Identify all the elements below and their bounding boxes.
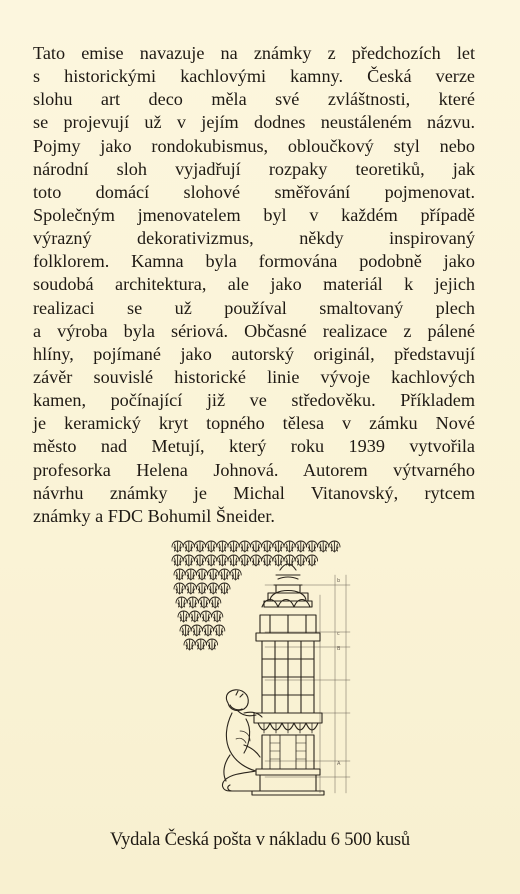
text-line: a výroba byla sériová. Občasné realizace z pálené [33,320,475,341]
ornament-leaf [183,555,194,566]
ornament-leaf [195,639,206,650]
ornament-leaf [183,541,194,552]
svg-text:A: A [337,761,341,767]
svg-text:c: c [337,631,340,637]
svg-text:b: b [337,578,341,584]
text-line: se projevují už v jejím dodnes neustáleném názvu. [33,112,475,133]
ornament-leaf [250,541,261,552]
ornament-leaf [189,611,200,622]
ornament-leaf [250,555,261,566]
ornament-leaf [206,541,217,552]
ornament-leaf [176,597,187,608]
ornament-leaf [230,569,241,580]
ornament-leaf [262,541,273,552]
text-line: folklorem. Kamna byla formována podobně jako [33,251,475,272]
ornament-leaf [208,583,219,594]
text-line: kamen, počínající již ve středověku. Příkladem [33,390,475,411]
ornament-leaf [306,555,317,566]
description-text [33,42,475,528]
ornament-leaf [184,639,195,650]
text-line: výrazný dekorativizmus, někdy inspirovaný [33,228,475,249]
ornament-leaf [306,541,317,552]
ornament-leaf [273,541,284,552]
text-line: soudobá architektura, ale jako materiál k jejich [33,274,475,295]
text-line: město nad Metují, který roku 1939 vytvořila [33,436,475,457]
ornament-leaf [239,555,250,566]
ornament-leaf [212,611,223,622]
text-line: známky a FDC Bohumil Šneider. [33,505,275,526]
ornament-leaf [206,639,217,650]
ornament-leaf [185,569,196,580]
text-line: Společným jmenovatelem byl v každém případě [33,204,475,225]
ornament-leaf [194,541,205,552]
ornament-leaf [198,597,209,608]
ornament-leaf [178,611,189,622]
text-line: závěr souvislé historické linie vývoje kachlových [33,366,475,387]
text-line: profesorka Helena Johnová. Autorem výtvarného [33,459,475,480]
text-line: toto domácí slohové směřování pojmenovat. [33,181,475,202]
ornament-leaf [180,625,191,636]
text-line: s historickými kachlovými kamny. Česká verze [33,66,475,87]
ornament-leaf [185,583,196,594]
stove-engraving-icon [170,535,356,805]
print-run-note: Vydala Česká pošta v nákladu 6 500 kusů [110,830,410,850]
ornament-leaf [172,541,183,552]
ornament-leaf [191,625,202,636]
ornament-leaf [210,597,221,608]
ornament-leaf [172,555,183,566]
ornament-leaf [262,555,273,566]
ornament-leaf [273,555,284,566]
text-line: realizaci se už používal smaltovaný plech [33,297,475,318]
ornament-leaf [196,583,207,594]
ornament-leaf [239,541,250,552]
text-line: Pojmy jako rondokubismus, obloučkový styl nebo [33,135,475,156]
ornament-leaf [228,555,239,566]
ornament-leaf [219,583,230,594]
ornament-leaf [174,583,185,594]
ornament-leaf [214,625,225,636]
ornament-leaf [187,597,198,608]
ornament-leaf [200,611,211,622]
ornament-leaf [206,555,217,566]
ornament-leaf [228,541,239,552]
text-line: Tato emise navazuje na známky z předchozích let [33,43,475,63]
ornament-leaf [219,569,230,580]
ornament-leaf [202,625,213,636]
ornament-leaf [318,541,329,552]
ornament-leaf [329,541,340,552]
text-line: návrhu známky je Michal Vitanovský, rytcem [33,482,475,503]
text-line: hlíny, pojímané jako autorský originál, představují [33,343,475,364]
ornament-leaf [208,569,219,580]
text-line: národní sloh vyjadřují rozpaky teoretiků, jak [33,158,475,179]
ornament-leaf [217,555,228,566]
svg-text:B: B [337,646,341,652]
ornament-leaf [295,541,306,552]
ornament-leaf [174,569,185,580]
text-line: je keramický kryt topného tělesa v zámku Nové [33,413,475,434]
ornament-leaf [284,541,295,552]
ornament-leaf [295,555,306,566]
ornament-leaf [217,541,228,552]
text-line: slohu art deco měla své zvláštnosti, které [33,89,475,110]
ornament-leaf [194,555,205,566]
ornament-leaf [196,569,207,580]
